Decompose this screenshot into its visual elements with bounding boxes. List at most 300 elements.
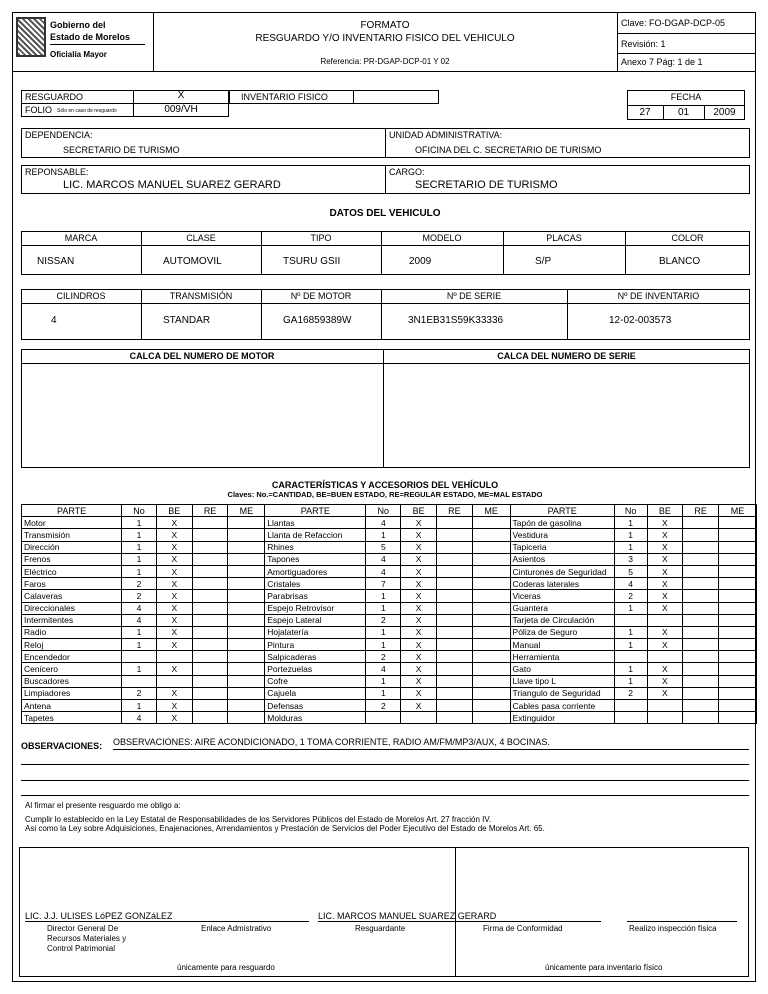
part-state-cell[interactable] (192, 553, 228, 565)
part-state-cell[interactable] (472, 700, 510, 712)
part-name-cell: Herramienta (510, 651, 614, 663)
part-state-cell[interactable] (156, 651, 192, 663)
part-state-cell[interactable] (228, 578, 265, 590)
motor-value[interactable]: GA16859389W (283, 315, 352, 326)
part-state-cell[interactable]: 1 (614, 626, 647, 638)
part-state-cell[interactable]: 1 (122, 663, 157, 675)
accesorios-header-parte: PARTE (265, 505, 366, 517)
part-state-cell[interactable] (719, 565, 757, 577)
part-state-cell[interactable] (192, 675, 228, 687)
part-state-cell[interactable] (192, 578, 228, 590)
part-name-cell: Tapón de gasolina (510, 517, 614, 529)
form-subtitle: RESGUARDO Y/O INVENTARIO FISICO DEL VEHICULO (255, 33, 515, 44)
part-state-cell[interactable]: X (401, 700, 437, 712)
part-state-cell[interactable] (647, 651, 683, 663)
part-state-cell[interactable] (472, 687, 510, 699)
part-state-cell[interactable] (647, 712, 683, 724)
fecha-day[interactable]: 27 (639, 107, 651, 118)
part-state-cell[interactable]: 1 (122, 639, 157, 651)
part-state-cell[interactable]: X (401, 687, 437, 699)
part-name-cell: Triangulo de Seguridad (510, 687, 614, 699)
part-state-cell[interactable]: 1 (614, 663, 647, 675)
part-state-cell[interactable] (683, 700, 719, 712)
part-state-cell[interactable] (192, 614, 228, 626)
part-state-cell[interactable] (192, 517, 228, 529)
part-name-cell: Hojalatería (265, 626, 366, 638)
part-state-cell[interactable] (472, 614, 510, 626)
part-state-cell[interactable] (683, 614, 719, 626)
part-name-cell: Salpicaderas (265, 651, 366, 663)
part-name-cell: Tapetes (22, 712, 122, 724)
part-state-cell[interactable] (719, 675, 757, 687)
part-state-cell[interactable]: X (647, 626, 683, 638)
part-state-cell[interactable]: X (401, 590, 437, 602)
form-title: FORMATO (360, 20, 410, 31)
part-state-cell[interactable] (228, 517, 265, 529)
part-state-cell[interactable]: X (401, 565, 437, 577)
part-name-cell: Reloj (22, 639, 122, 651)
calca-serie-label: CALCA DEL NUMERO DE SERIE (497, 351, 636, 361)
part-state-cell[interactable]: X (647, 553, 683, 565)
part-state-cell[interactable] (436, 553, 472, 565)
observaciones-label: OBSERVACIONES: (21, 741, 103, 751)
part-state-cell[interactable] (719, 626, 757, 638)
color-value[interactable]: BLANCO (659, 256, 701, 267)
form-reference: Referencia: PR-DGAP-DCP-01 Y 02 (320, 57, 450, 66)
folio-note: Sólo en caso de resguardo (57, 108, 117, 114)
part-state-cell[interactable] (436, 578, 472, 590)
part-state-cell[interactable] (156, 675, 192, 687)
part-state-cell[interactable]: X (401, 602, 437, 614)
part-state-cell[interactable] (683, 553, 719, 565)
part-state-cell[interactable] (192, 687, 228, 699)
part-state-cell[interactable] (228, 626, 265, 638)
part-state-cell[interactable] (472, 651, 510, 663)
part-state-cell[interactable]: 2 (122, 578, 157, 590)
part-state-cell[interactable] (472, 578, 510, 590)
firma1-role-a: Director General De (47, 924, 119, 933)
part-state-cell[interactable]: X (156, 687, 192, 699)
part-state-cell[interactable]: X (401, 517, 437, 529)
color-header: COLOR (671, 233, 704, 243)
part-state-cell[interactable] (192, 651, 228, 663)
part-state-cell[interactable] (192, 639, 228, 651)
part-state-cell[interactable]: 1 (614, 529, 647, 541)
part-state-cell[interactable] (614, 700, 647, 712)
part-state-cell[interactable]: X (156, 590, 192, 602)
part-state-cell[interactable] (436, 565, 472, 577)
part-state-cell[interactable]: X (401, 529, 437, 541)
part-name-cell: Gato (510, 663, 614, 675)
part-state-cell[interactable] (719, 553, 757, 565)
part-state-cell[interactable] (683, 529, 719, 541)
part-state-cell[interactable] (472, 517, 510, 529)
part-state-cell[interactable]: 1 (614, 639, 647, 651)
part-state-cell[interactable] (683, 663, 719, 675)
part-state-cell[interactable]: X (647, 602, 683, 614)
part-state-cell[interactable] (472, 541, 510, 553)
part-state-cell[interactable] (436, 602, 472, 614)
table-row (22, 663, 757, 675)
part-state-cell[interactable] (192, 626, 228, 638)
part-state-cell[interactable] (719, 651, 757, 663)
part-state-cell[interactable]: 2 (614, 590, 647, 602)
part-state-cell[interactable]: 1 (122, 529, 157, 541)
part-state-cell[interactable] (614, 614, 647, 626)
part-state-cell[interactable]: X (401, 578, 437, 590)
part-name-cell: Dirección (22, 541, 122, 553)
table-row (22, 675, 757, 687)
cilindros-value[interactable]: 4 (51, 315, 57, 326)
part-state-cell[interactable]: 4 (366, 565, 401, 577)
form-clave: Clave: FO-DGAP-DCP-05 (621, 18, 726, 28)
part-state-cell[interactable]: X (647, 639, 683, 651)
accesorios-header-no: No (122, 505, 157, 517)
accesorios-header-be: BE (401, 505, 437, 517)
resguardo-mark[interactable]: X (177, 90, 185, 101)
observaciones-text[interactable]: OBSERVACIONES: AIRE ACONDICIONADO, 1 TOMA CORRIENTE, RADIO AM/FM/MP3/AUX, 4 BOCINAS. (113, 737, 550, 747)
serie-value[interactable]: 3N1EB31S59K33336 (408, 315, 504, 326)
marca-value[interactable]: NISSAN (37, 256, 75, 267)
part-state-cell[interactable]: X (647, 541, 683, 553)
accesorios-header-re: RE (436, 505, 472, 517)
part-state-cell[interactable]: X (401, 541, 437, 553)
part-state-cell[interactable] (228, 590, 265, 602)
part-state-cell[interactable]: X (156, 602, 192, 614)
part-state-cell[interactable] (228, 602, 265, 614)
motor-header: Nº DE MOTOR (290, 291, 352, 301)
fecha-month[interactable]: 01 (677, 107, 690, 118)
part-name-cell: Parabrisas (265, 590, 366, 602)
part-name-cell: Extinguidor (510, 712, 614, 724)
part-state-cell[interactable] (228, 700, 265, 712)
part-state-cell[interactable] (683, 565, 719, 577)
part-state-cell[interactable]: X (156, 517, 192, 529)
part-state-cell[interactable]: 4 (122, 712, 157, 724)
part-state-cell[interactable] (436, 517, 472, 529)
resguardo-label: RESGUARDO (25, 92, 84, 102)
part-state-cell[interactable] (192, 565, 228, 577)
part-state-cell[interactable] (683, 687, 719, 699)
part-state-cell[interactable] (472, 626, 510, 638)
part-state-cell[interactable] (683, 639, 719, 651)
logo-line1: Gobierno del (50, 20, 106, 30)
part-name-cell: Tapiceria (510, 541, 614, 553)
part-state-cell[interactable]: 2 (366, 614, 401, 626)
part-name-cell: Eléctrico (22, 565, 122, 577)
part-state-cell[interactable]: X (647, 529, 683, 541)
part-name-cell: Espejo Retrovisor (265, 602, 366, 614)
part-state-cell[interactable] (472, 553, 510, 565)
calca-box (21, 349, 750, 468)
part-state-cell[interactable]: X (401, 675, 437, 687)
accesorios-header-me: ME (228, 505, 265, 517)
part-state-cell[interactable] (436, 700, 472, 712)
part-state-cell[interactable] (683, 578, 719, 590)
part-state-cell[interactable]: 1 (122, 517, 157, 529)
part-state-cell[interactable] (192, 529, 228, 541)
part-state-cell[interactable]: X (401, 651, 437, 663)
part-name-cell: Rhines (265, 541, 366, 553)
part-state-cell[interactable] (683, 712, 719, 724)
part-name-cell: Espejo Lateral (265, 614, 366, 626)
firma4-role: Firma de Conformidad (483, 924, 563, 933)
part-state-cell[interactable]: 2 (366, 651, 401, 663)
part-state-cell[interactable]: 4 (122, 614, 157, 626)
part-state-cell[interactable]: X (647, 517, 683, 529)
legal-intro: Al firmar el presente resguardo me obligo a: (25, 801, 181, 810)
part-state-cell[interactable] (719, 639, 757, 651)
part-state-cell[interactable] (472, 663, 510, 675)
part-state-cell[interactable]: 1 (122, 700, 157, 712)
part-state-cell[interactable] (719, 541, 757, 553)
part-state-cell[interactable] (228, 712, 265, 724)
part-state-cell[interactable] (192, 663, 228, 675)
accesorios-header-row (22, 505, 757, 517)
unidad-value[interactable]: OFICINA DEL C. SECRETARIO DE TURISMO (415, 145, 602, 155)
part-name-cell: Intermitentes (22, 614, 122, 626)
inventario-value-num[interactable]: 12-02-003573 (609, 315, 672, 326)
clase-value[interactable]: AUTOMOVIL (163, 256, 222, 267)
part-state-cell[interactable] (683, 602, 719, 614)
part-name-cell: Transmisión (22, 529, 122, 541)
part-state-cell[interactable]: 1 (614, 541, 647, 553)
part-state-cell[interactable]: X (156, 541, 192, 553)
part-state-cell[interactable]: X (156, 626, 192, 638)
accesorios-header-me: ME (472, 505, 510, 517)
part-state-cell[interactable]: X (647, 687, 683, 699)
part-state-cell[interactable] (192, 590, 228, 602)
table-row (22, 639, 757, 651)
part-name-cell: Portezuelas (265, 663, 366, 675)
table-row (22, 602, 757, 614)
part-name-cell: Llanta de Refaccion (265, 529, 366, 541)
table-row (22, 590, 757, 602)
part-state-cell[interactable] (719, 517, 757, 529)
part-state-cell[interactable]: 3 (614, 553, 647, 565)
accesorios-claves: Claves: No.=CANTIDAD, BE=BUEN ESTADO, RE=REGULAR ESTADO, ME=MAL ESTADO (227, 490, 543, 499)
part-state-cell[interactable]: X (156, 614, 192, 626)
part-state-cell[interactable]: 1 (122, 565, 157, 577)
part-name-cell: Llantas (265, 517, 366, 529)
folio-label: FOLIO (25, 105, 53, 115)
part-state-cell[interactable] (436, 663, 472, 675)
part-state-cell[interactable] (647, 614, 683, 626)
part-state-cell[interactable] (472, 529, 510, 541)
part-state-cell[interactable] (472, 712, 510, 724)
table-row (22, 565, 757, 577)
part-state-cell[interactable] (719, 663, 757, 675)
part-state-cell[interactable] (719, 578, 757, 590)
accesorios-header-parte: PARTE (22, 505, 122, 517)
part-state-cell[interactable] (683, 675, 719, 687)
part-state-cell[interactable] (472, 590, 510, 602)
part-state-cell[interactable]: 1 (366, 590, 401, 602)
firma5-role: Realizo inspección física (629, 924, 717, 933)
part-name-cell: Defensas (265, 700, 366, 712)
part-state-cell[interactable]: 1 (366, 626, 401, 638)
part-state-cell[interactable] (436, 529, 472, 541)
part-state-cell[interactable]: X (156, 578, 192, 590)
part-name-cell: Asientos (510, 553, 614, 565)
part-state-cell[interactable] (228, 687, 265, 699)
part-state-cell[interactable] (719, 614, 757, 626)
part-state-cell[interactable] (472, 639, 510, 651)
part-state-cell[interactable] (192, 541, 228, 553)
part-state-cell[interactable] (719, 590, 757, 602)
part-state-cell[interactable]: 1 (122, 626, 157, 638)
part-state-cell[interactable]: 2 (122, 590, 157, 602)
part-state-cell[interactable]: 4 (366, 663, 401, 675)
part-name-cell: Amortiguadores (265, 565, 366, 577)
part-state-cell[interactable]: 7 (366, 578, 401, 590)
part-state-cell[interactable] (436, 675, 472, 687)
part-state-cell[interactable] (122, 675, 157, 687)
part-state-cell[interactable]: 1 (122, 553, 157, 565)
part-state-cell[interactable] (472, 602, 510, 614)
part-state-cell[interactable]: X (647, 590, 683, 602)
table-row (22, 614, 757, 626)
part-state-cell[interactable] (719, 712, 757, 724)
tipo-value[interactable]: TSURU GSII (283, 256, 341, 267)
part-state-cell[interactable] (683, 517, 719, 529)
part-state-cell[interactable] (436, 541, 472, 553)
accesorios-header-parte: PARTE (510, 505, 614, 517)
part-state-cell[interactable] (228, 663, 265, 675)
cilindros-header: CILINDROS (56, 291, 106, 301)
part-state-cell[interactable]: X (156, 700, 192, 712)
part-state-cell[interactable] (228, 529, 265, 541)
part-state-cell[interactable]: 5 (366, 541, 401, 553)
part-state-cell[interactable]: 2 (122, 687, 157, 699)
part-state-cell[interactable]: 1 (614, 602, 647, 614)
part-state-cell[interactable] (683, 541, 719, 553)
part-state-cell[interactable] (436, 626, 472, 638)
part-state-cell[interactable]: 1 (366, 687, 401, 699)
part-state-cell[interactable] (401, 712, 437, 724)
folio-value[interactable]: 009/VH (164, 104, 198, 115)
part-state-cell[interactable]: X (401, 663, 437, 675)
part-state-cell[interactable]: X (401, 553, 437, 565)
part-state-cell[interactable]: X (156, 565, 192, 577)
part-state-cell[interactable] (228, 675, 265, 687)
part-state-cell[interactable]: 2 (366, 700, 401, 712)
placas-value[interactable]: S/P (535, 256, 552, 267)
dependencia-label: DEPENDENCIA: (25, 130, 93, 140)
part-state-cell[interactable] (228, 565, 265, 577)
part-state-cell[interactable]: 4 (122, 602, 157, 614)
part-state-cell[interactable]: 1 (614, 517, 647, 529)
part-state-cell[interactable] (647, 700, 683, 712)
part-state-cell[interactable]: 1 (366, 602, 401, 614)
part-state-cell[interactable] (192, 602, 228, 614)
part-state-cell[interactable] (122, 651, 157, 663)
part-state-cell[interactable] (436, 687, 472, 699)
part-state-cell[interactable] (436, 651, 472, 663)
part-state-cell[interactable] (366, 712, 401, 724)
part-state-cell[interactable] (719, 700, 757, 712)
part-state-cell[interactable] (436, 639, 472, 651)
part-state-cell[interactable] (683, 651, 719, 663)
part-state-cell[interactable] (719, 602, 757, 614)
fecha-year[interactable]: 2009 (713, 107, 736, 118)
part-state-cell[interactable]: X (401, 639, 437, 651)
firma3-name: LIC. MARCOS MANUEL SUAREZ GERARD (318, 911, 497, 921)
modelo-header: MODELO (422, 233, 462, 243)
part-state-cell[interactable]: 4 (366, 553, 401, 565)
part-state-cell[interactable]: 1 (122, 541, 157, 553)
part-state-cell[interactable]: 4 (614, 578, 647, 590)
part-state-cell[interactable]: X (647, 663, 683, 675)
part-state-cell[interactable] (683, 590, 719, 602)
part-state-cell[interactable] (719, 529, 757, 541)
unidad-label: UNIDAD ADMINISTRATIVA: (389, 130, 503, 140)
part-state-cell[interactable] (436, 614, 472, 626)
accesorios-header-no: No (366, 505, 401, 517)
part-state-cell[interactable]: 2 (614, 687, 647, 699)
part-name-cell: Póliza de Seguro (510, 626, 614, 638)
transmision-value[interactable]: STANDAR (163, 315, 211, 326)
modelo-value[interactable]: 2009 (409, 256, 432, 267)
part-state-cell[interactable] (436, 712, 472, 724)
part-state-cell[interactable]: 1 (614, 675, 647, 687)
part-state-cell[interactable]: X (647, 675, 683, 687)
form-anexo: Anexo 7 Pág: 1 de 1 (621, 57, 703, 67)
part-state-cell[interactable]: X (401, 626, 437, 638)
part-name-cell: Encendedor (22, 651, 122, 663)
dependencia-value[interactable]: SECRETARIO DE TURISMO (63, 145, 180, 155)
cargo-value[interactable]: SECRETARIO DE TURISMO (415, 179, 558, 191)
part-state-cell[interactable]: 4 (366, 517, 401, 529)
part-state-cell[interactable] (192, 712, 228, 724)
part-state-cell[interactable]: X (156, 553, 192, 565)
part-state-cell[interactable] (192, 700, 228, 712)
firma2-role: Enlace Admistrativo (201, 924, 272, 933)
part-state-cell[interactable]: X (401, 614, 437, 626)
part-state-cell[interactable]: 5 (614, 565, 647, 577)
part-name-cell: Cenicero (22, 663, 122, 675)
part-state-cell[interactable]: X (156, 663, 192, 675)
part-state-cell[interactable] (228, 541, 265, 553)
part-state-cell[interactable] (228, 553, 265, 565)
part-state-cell[interactable] (228, 639, 265, 651)
part-state-cell[interactable]: X (156, 712, 192, 724)
part-state-cell[interactable]: X (156, 529, 192, 541)
accesorios-header-be: BE (156, 505, 192, 517)
part-state-cell[interactable]: X (647, 565, 683, 577)
responsable-value[interactable]: LIC. MARCOS MANUEL SUAREZ GERARD (63, 179, 281, 191)
part-state-cell[interactable]: 1 (366, 529, 401, 541)
part-state-cell[interactable] (228, 614, 265, 626)
table-row (22, 529, 757, 541)
logo-line3: Oficialía Mayor (50, 50, 107, 59)
part-state-cell[interactable] (436, 590, 472, 602)
clase-header: CLASE (186, 233, 216, 243)
part-state-cell[interactable] (228, 651, 265, 663)
inventario-label: INVENTARIO FISICO (241, 92, 328, 102)
part-state-cell[interactable] (472, 565, 510, 577)
part-state-cell[interactable]: X (647, 578, 683, 590)
part-state-cell[interactable] (719, 687, 757, 699)
part-state-cell[interactable]: 1 (366, 639, 401, 651)
part-state-cell[interactable]: 1 (366, 675, 401, 687)
part-state-cell[interactable] (472, 675, 510, 687)
part-state-cell[interactable] (614, 712, 647, 724)
part-name-cell: Buscadores (22, 675, 122, 687)
part-state-cell[interactable]: X (156, 639, 192, 651)
part-state-cell[interactable] (683, 626, 719, 638)
part-state-cell[interactable] (614, 651, 647, 663)
